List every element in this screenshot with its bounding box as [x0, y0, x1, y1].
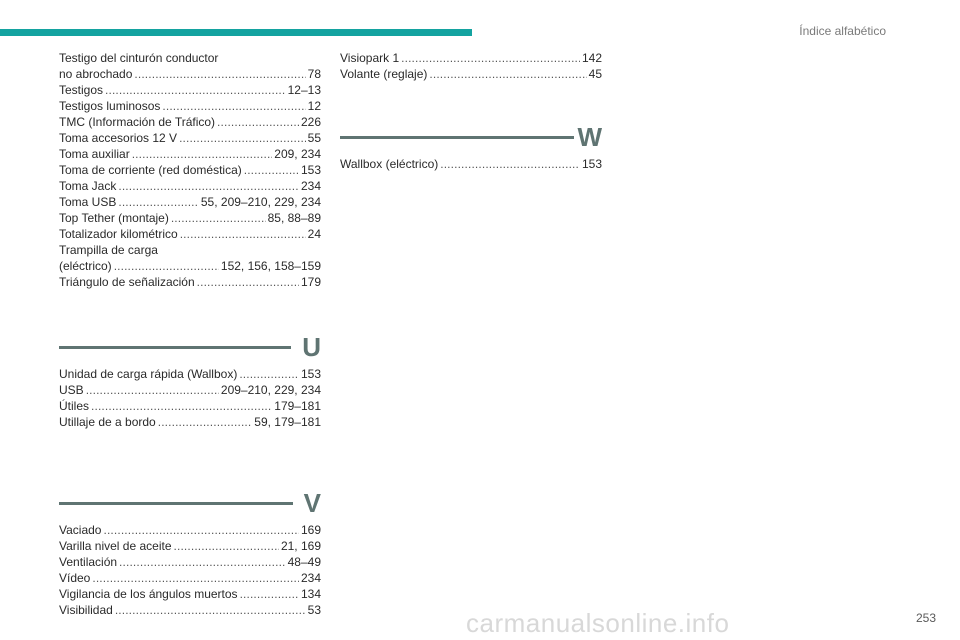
entry-pages: 169: [300, 523, 321, 537]
entries-t: [59, 50, 321, 290]
dot-leader: [162, 98, 305, 114]
entry-text: no abrochado: [59, 67, 133, 81]
entry-pages: 134: [300, 587, 321, 601]
section-letter: U: [302, 332, 321, 362]
entry-text: USB: [59, 383, 84, 397]
dot-leader: [401, 50, 580, 66]
entry-pages: 53: [307, 603, 321, 617]
dot-leader: [118, 194, 199, 210]
entry-pages: 78: [307, 67, 321, 81]
entry-text: Útiles: [59, 399, 90, 413]
dot-leader: [114, 258, 219, 274]
index-entry: [59, 366, 321, 382]
section-rule: [59, 346, 291, 349]
entry-pages: 153: [581, 157, 602, 171]
section-title: Índice alfabético: [799, 24, 886, 38]
index-entry: [59, 570, 321, 586]
page-number: 253: [915, 611, 936, 625]
index-entry: [59, 146, 321, 162]
entries-v: [59, 522, 321, 618]
index-entry: [59, 538, 321, 554]
entry-text: Testigos: [59, 83, 104, 97]
dot-leader: [115, 602, 306, 618]
entry-text: Varilla nivel de aceite: [59, 539, 172, 553]
entry-pages: 226: [300, 115, 321, 129]
entry-pages: 153: [300, 163, 321, 177]
dot-leader: [86, 382, 219, 398]
section-rule: [340, 136, 574, 139]
entry-pages: 209–210, 229, 234: [220, 383, 321, 397]
section-letter: W: [577, 122, 602, 152]
dot-leader: [174, 538, 279, 554]
entry-text: Vídeo: [59, 571, 91, 585]
index-entry: [59, 226, 321, 242]
entry-text: Utillaje de a bordo: [59, 415, 156, 429]
entry-pages: 21, 169: [280, 539, 321, 553]
entry-text-line: Testigo del cinturón conductor: [59, 51, 219, 65]
entry-pages: 142: [581, 51, 602, 65]
entries-u: [59, 366, 321, 430]
index-entry: [59, 178, 321, 194]
entry-text: Wallbox (eléctrico): [340, 157, 439, 171]
dot-leader: [119, 554, 286, 570]
index-entry: [340, 156, 602, 172]
index-column-left: [59, 50, 321, 618]
dot-leader: [217, 114, 299, 130]
entries-w: [340, 156, 602, 172]
index-column-right: [340, 50, 602, 172]
section-letter: V: [303, 488, 321, 518]
entry-pages: 59, 179–181: [254, 415, 321, 429]
index-entry: [59, 162, 321, 178]
section-header-w: [340, 110, 602, 154]
watermark: carmanualsonline.info: [466, 608, 730, 638]
entry-text: Totalizador kilométrico: [59, 227, 178, 241]
dot-leader: [105, 82, 286, 98]
index-entry: [340, 50, 602, 66]
dot-leader: [92, 570, 299, 586]
index-entry: [59, 382, 321, 398]
entry-pages: 55, 209–210, 229, 234: [200, 195, 321, 209]
entry-text: Toma accesorios 12 V: [59, 131, 178, 145]
dot-leader: [118, 178, 299, 194]
index-entry: [59, 98, 321, 114]
dot-leader: [158, 414, 253, 430]
entry-pages: 55: [307, 131, 321, 145]
entry-text: Toma auxiliar: [59, 147, 130, 161]
dot-leader: [239, 366, 299, 382]
dot-leader: [180, 226, 306, 242]
entry-text: Unidad de carga rápida (Wallbox): [59, 367, 238, 381]
dot-leader: [132, 146, 273, 162]
index-entry: [59, 82, 321, 98]
index-entry: [340, 66, 602, 82]
entry-pages: 153: [300, 367, 321, 381]
entry-text: Testigos luminosos: [59, 99, 161, 113]
index-entry: [59, 586, 321, 602]
entry-text: TMC (Información de Tráfico): [59, 115, 216, 129]
index-entry: [59, 50, 321, 82]
dot-leader: [134, 66, 305, 82]
index-entry: [59, 554, 321, 570]
entry-text: Visiopark 1: [340, 51, 400, 65]
entry-text: (eléctrico): [59, 259, 112, 273]
entry-text-line: Trampilla de carga: [59, 243, 158, 257]
entry-pages: 234: [300, 179, 321, 193]
entry-pages: 12–13: [287, 83, 321, 97]
entry-pages: 24: [307, 227, 321, 241]
section-header-u: [59, 320, 321, 364]
dot-leader: [440, 156, 580, 172]
dot-leader: [103, 522, 298, 538]
index-entry: [59, 242, 321, 274]
dot-leader: [240, 586, 299, 602]
entry-pages: 179–181: [274, 399, 321, 413]
entry-text: Vigilancia de los ángulos muertos: [59, 587, 238, 601]
index-entry: [59, 602, 321, 618]
entries-v-continued: [340, 50, 602, 82]
entry-pages: 234: [300, 571, 321, 585]
index-entry: [59, 114, 321, 130]
entry-pages: 12: [307, 99, 321, 113]
entry-text: Vaciado: [59, 523, 102, 537]
index-entry: [59, 130, 321, 146]
entry-pages: 179: [300, 275, 321, 289]
index-entry: [59, 414, 321, 430]
dot-leader: [244, 162, 299, 178]
entry-text: Toma Jack: [59, 179, 117, 193]
entry-text: Toma de corriente (red doméstica): [59, 163, 242, 177]
entry-pages: 209, 234: [274, 147, 321, 161]
dot-leader: [179, 130, 306, 146]
entry-text: Toma USB: [59, 195, 117, 209]
index-entry: [59, 274, 321, 290]
dot-leader: [197, 274, 299, 290]
section-rule: [59, 502, 293, 505]
entry-pages: 85, 88–89: [267, 211, 321, 225]
dot-leader: [91, 398, 272, 414]
index-entry: [59, 522, 321, 538]
entry-text: Top Tether (montaje): [59, 211, 169, 225]
section-header-v: [59, 476, 321, 520]
entry-text: Visibilidad: [59, 603, 113, 617]
entry-text: Ventilación: [59, 555, 118, 569]
entry-pages: 152, 156, 158–159: [220, 259, 321, 273]
entry-pages: 45: [588, 67, 602, 81]
entry-pages: 48–49: [287, 555, 321, 569]
dot-leader: [171, 210, 266, 226]
index-entry: [59, 398, 321, 414]
dot-leader: [429, 66, 586, 82]
index-entry: [59, 210, 321, 226]
header-accent-bar: [0, 29, 472, 36]
index-entry: [59, 194, 321, 210]
entry-text: Triángulo de señalización: [59, 275, 195, 289]
entry-text: Volante (reglaje): [340, 67, 428, 81]
